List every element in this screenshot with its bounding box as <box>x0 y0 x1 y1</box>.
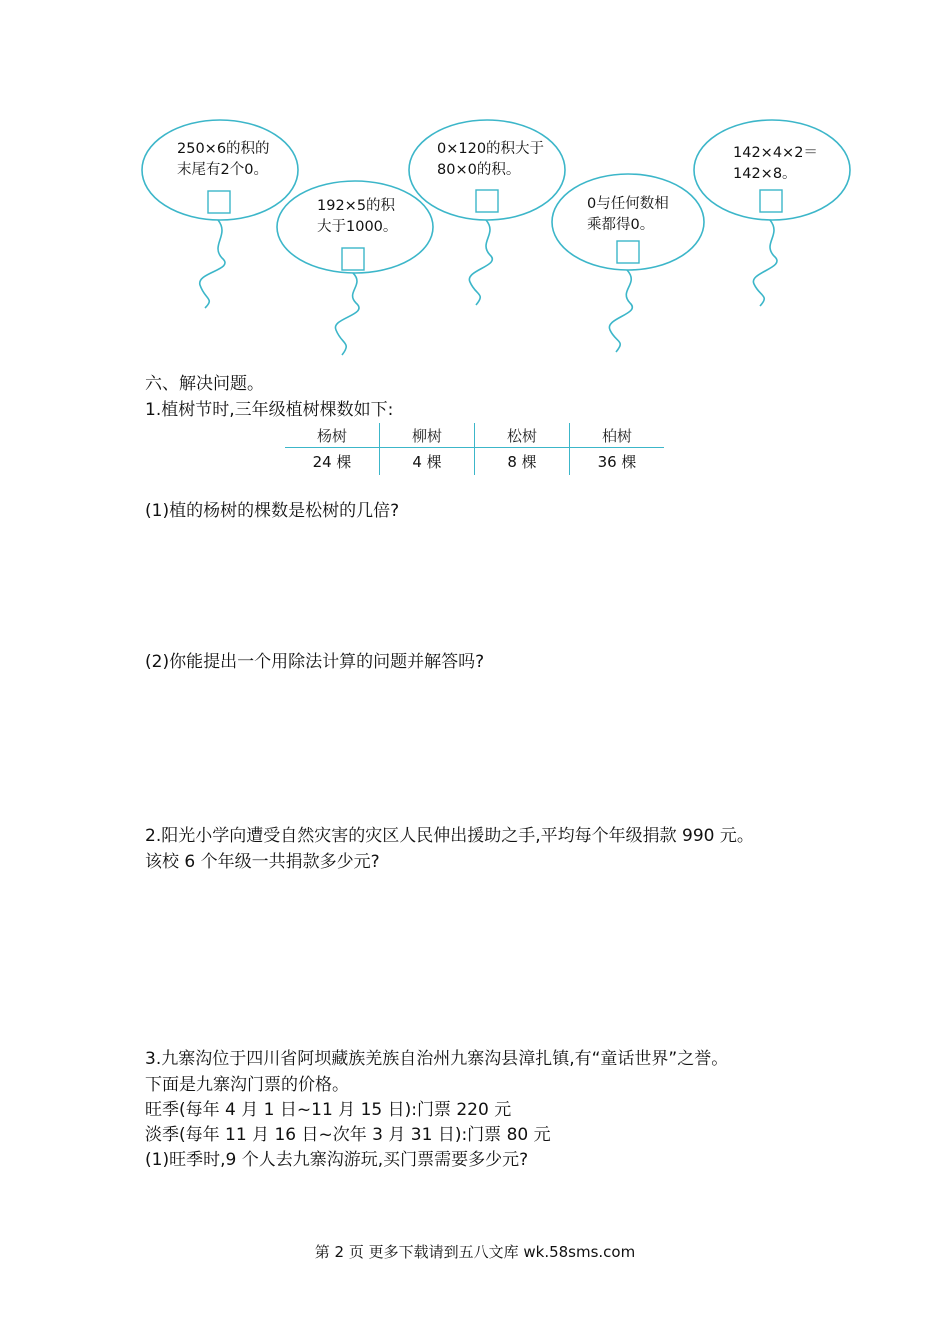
balloon-5-string <box>753 220 777 306</box>
table-header-row <box>285 423 664 448</box>
balloon-3-text <box>437 139 544 181</box>
table-header-cell: 松树 <box>475 423 570 448</box>
balloon-5-line1: 142×4×2＝ <box>733 145 818 161</box>
balloon-3-line1: 0×120的积大于 <box>437 141 545 157</box>
balloon-4-line1: 0与任何数相 <box>587 196 669 212</box>
section-title: 六、解决问题。 <box>145 374 264 394</box>
table-cell: 36 棵 <box>570 448 665 476</box>
table-header-cell: 杨树 <box>285 423 380 448</box>
balloon-1-text <box>177 139 270 181</box>
q3-line3: 旺季(每年 4 月 1 日~11 月 15 日):门票 220 元 <box>145 1100 512 1120</box>
balloon-5-checkbox[interactable] <box>760 190 782 212</box>
balloon-5-text <box>733 143 818 185</box>
balloon-2-string <box>335 273 359 355</box>
balloon-1-checkbox[interactable] <box>208 191 230 213</box>
q3-line5: (1)旺季时,9 个人去九寨沟游玩,买门票需要多少元? <box>145 1150 529 1170</box>
balloon-4-line2: 乘都得0。 <box>587 217 655 233</box>
balloon-4-string <box>609 270 632 352</box>
q3-line2: 下面是九寨沟门票的价格。 <box>145 1075 349 1095</box>
balloon-2-line1: 192×5的积 <box>317 198 396 214</box>
q3-line4: 淡季(每年 11 月 16 日~次年 3 月 31 日):门票 80 元 <box>145 1125 551 1145</box>
balloon-2-line2: 大于1000。 <box>317 219 398 235</box>
table-row <box>285 448 664 476</box>
balloon-1-string <box>200 220 225 308</box>
balloon-4-checkbox[interactable] <box>617 241 639 263</box>
q1-sub1: (1)植的杨树的棵数是松树的几倍? <box>145 501 400 521</box>
table-cell: 4 棵 <box>380 448 475 476</box>
table-cell: 24 棵 <box>312 453 352 471</box>
balloon-5-line2: 142×8。 <box>733 166 797 182</box>
q2-line2: 该校 6 个年级一共捐款多少元? <box>145 852 380 872</box>
balloon-1-line1: 250×6的积的 <box>177 141 270 157</box>
tree-count-table <box>285 423 664 475</box>
q2-line1: 2.阳光小学向遭受自然灾害的灾区人民伸出援助之手,平均每个年级捐款 990 元。 <box>145 826 754 846</box>
balloons-illustration <box>0 0 950 370</box>
q1-sub2: (2)你能提出一个用除法计算的问题并解答吗? <box>145 652 485 672</box>
balloon-2-checkbox[interactable] <box>342 248 364 270</box>
balloon-3-line2: 80×0的积。 <box>437 162 521 178</box>
balloon-3-string <box>469 220 492 305</box>
table-header-cell: 柏树 <box>570 423 665 448</box>
table-cell: 8 棵 <box>475 448 570 476</box>
q1-intro: 1.植树节时,三年级植树棵数如下: <box>145 400 394 420</box>
balloon-1-line2: 末尾有2个0。 <box>177 162 268 178</box>
page-footer: 第 2 页 更多下载请到五八文库 wk.58sms.com <box>314 1243 636 1261</box>
q3-line1: 3.九寨沟位于四川省阿坝藏族羌族自治州九寨沟县漳扎镇,有“童话世界”之誉。 <box>145 1049 729 1069</box>
balloon-3-checkbox[interactable] <box>476 190 498 212</box>
table-header-cell: 柳树 <box>380 423 475 448</box>
balloon-4-text <box>587 194 669 236</box>
balloon-2-text <box>317 196 397 238</box>
